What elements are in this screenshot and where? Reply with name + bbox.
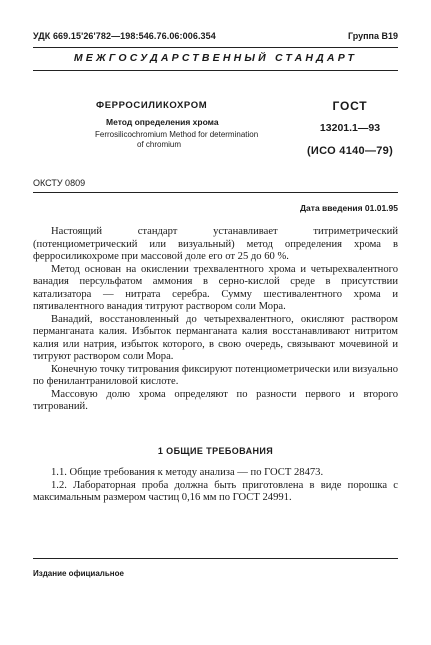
paragraph: Ванадий, восстановленный до четырехвалентного, окисляют раствором перманганата калия. Избыток перманганата калия восстанавливают нитритом калия или натрия, избыток которого, в свою очередь, связывают мочевиной и титруют раствором соли Мора. bbox=[33, 313, 398, 362]
official-edition-label: Издание официальное bbox=[33, 569, 124, 578]
document-subtitle: Метод определения хрома bbox=[106, 117, 219, 127]
introduction-date: Дата введения 01.01.95 bbox=[300, 203, 398, 213]
english-title-line-1: Ferrosilicochromium Method for determination bbox=[95, 130, 259, 139]
header-rule-bottom bbox=[33, 70, 398, 71]
english-title bbox=[95, 130, 295, 149]
paragraph: Массовую долю хрома определяют по разности первого и второго титрований. bbox=[33, 388, 398, 412]
gost-block bbox=[300, 99, 400, 157]
udk-code: УДК 669.15'26'782—198:546.76.06:006.354 bbox=[33, 31, 216, 41]
footer-rule bbox=[33, 558, 398, 559]
title-block bbox=[95, 100, 295, 149]
okstu-code: ОКСТУ 0809 bbox=[33, 178, 86, 188]
gost-number: 13201.1—93 bbox=[319, 122, 381, 134]
group-code: Группа В19 bbox=[347, 31, 398, 41]
english-title-line-2: of chromium bbox=[137, 139, 182, 149]
intro-text bbox=[33, 226, 398, 414]
section-text bbox=[33, 467, 398, 505]
iso-reference: (ИСО 4140—79) bbox=[306, 145, 394, 157]
document-title: ФЕРРОСИЛИКОХРОМ bbox=[96, 100, 208, 111]
header-rule-top bbox=[33, 47, 398, 48]
section-heading: 1 ОБЩИЕ ТРЕБОВАНИЯ bbox=[157, 446, 274, 456]
paragraph: Конечную точку титрования фиксируют потенциометрически или визуально по фенилантраниловой кислоте. bbox=[33, 363, 398, 387]
clause: 1.2. Лабораторная проба должна быть приготовлена в виде порошка с максимальным размером частиц 0,16 мм по ГОСТ 24991. bbox=[33, 479, 398, 503]
clause: 1.1. Общие требования к методу анализа — по ГОСТ 28473. bbox=[51, 467, 324, 478]
paragraph: Настоящий стандарт устанавливает титриметрический (потенциометрический или визуальный) метод определения хрома в ферросиликохроме при массовой доле его от 25 до 60 %. bbox=[33, 226, 398, 262]
paragraph: Метод основан на окислении трехвалентного хрома и четырехвалентного ванадия персульфатом аммония в серно-кислой среде в присутствии катализатора — нитрата серебра. Сумму шестивалентного хрома и пятивалентного ванадия титруют раствором соли Мора. bbox=[33, 263, 398, 312]
gost-label: ГОСТ bbox=[332, 99, 368, 113]
okstu-rule bbox=[33, 192, 398, 193]
interstate-standard-heading: МЕЖГОСУДАРСТВЕННЫЙ СТАНДАРТ bbox=[73, 52, 358, 64]
